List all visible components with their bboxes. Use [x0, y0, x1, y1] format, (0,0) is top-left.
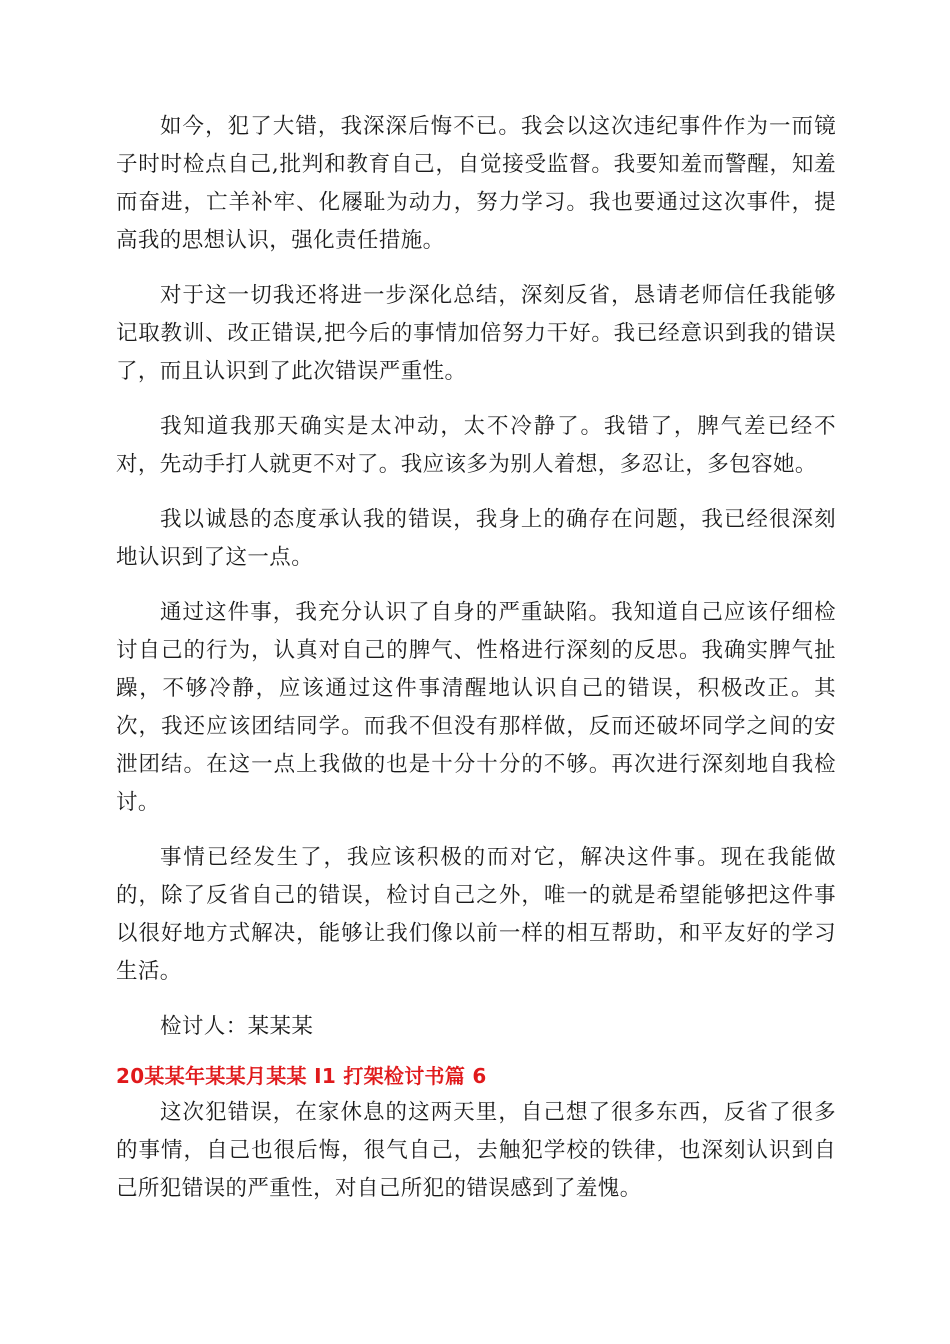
- paragraph: 对于这一切我还将进一步深化总结，深刻反省，恳请老师信任我能够记取教训、改正错误,把今后的事情加倍努力干好。我已经意识到我的错误了，而且认识到了此次错误严重性。: [116, 283, 836, 384]
- paragraph: 事情已经发生了，我应该积极的而对它，解决这件事。现在我能做的，除了反省自己的错误，检讨自己之外，唯一的就是希望能够把这件事以很好地方式解决，能够让我们像以前一样的相互帮助，和平友好的学习生活。: [116, 845, 836, 984]
- paragraph: 我知道我那天确实是太冲动，太不冷静了。我错了，脾气差已经不对，先动手打人就更不对了。我应该多为别人着想，多忍让，多包容她。: [116, 414, 836, 477]
- paragraph: 通过这件事，我充分认识了自身的严重缺陷。我知道自己应该仔细检讨自己的行为，认真对自己的脾气、性格进行深刻的反思。我确实脾气扯躁，不够冷静，应该通过这件事清醒地认识自己的错误，积极改正。其次，我还应该团结同学。而我不但没有那样做，反而还破坏同学之间的安泄团结。在这一点上我做的也是十分十分的不够。再次进行深刻地自我检讨。: [116, 600, 836, 815]
- paragraph: 我以诚恳的态度承认我的错误，我身上的确存在问题，我已经很深刻地认识到了这一点。: [116, 507, 836, 570]
- section-heading: 20某某年某某月某某 I1 打架检讨书篇 6: [116, 1064, 487, 1088]
- signature-line: 检讨人：某某某: [160, 1014, 314, 1039]
- paragraph: 如今，犯了大错，我深深后悔不已。我会以这次违纪事件作为一而镜子时时检点自己,批判和教育自己，自觉接受监督。我要知羞而警醒，知羞而奋进，亡羊补牢、化屦耻为动力，努力学习。我也要通过这次事件，提高我的思想认识，强化责任措施。: [116, 114, 836, 253]
- section-paragraph: 这次犯错误，在家休息的这两天里，自己想了很多东西，反省了很多的事情，自己也很后悔，很气自己，去触犯学校的铁律，也深刻认识到自己所犯错误的严重性，对自己所犯的错误感到了羞愧。: [116, 1100, 836, 1201]
- document-body: [116, 108, 836, 1225]
